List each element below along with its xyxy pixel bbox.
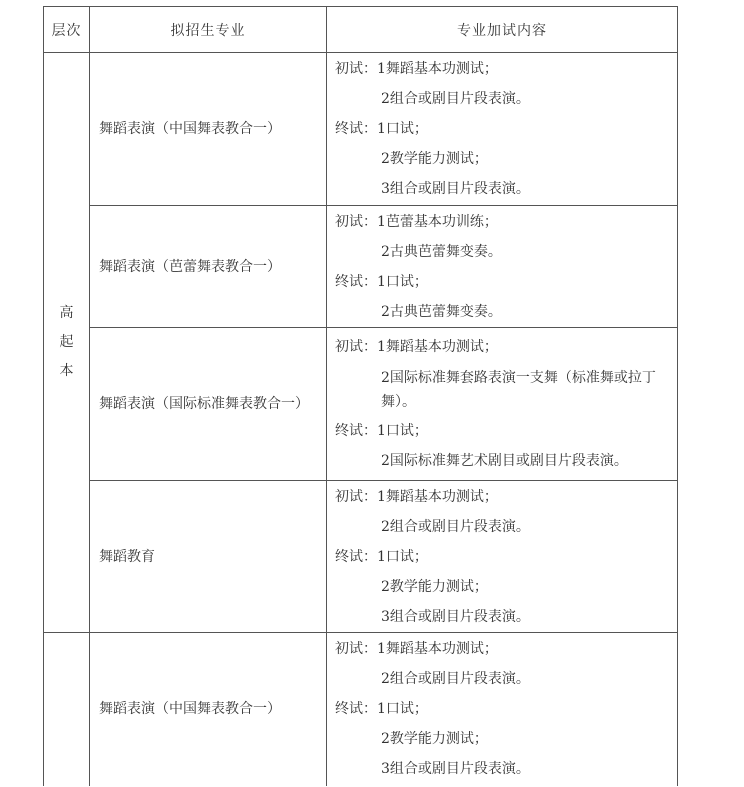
table-body [44,53,678,786]
exam-item: 2教学能力测试； [381,151,488,167]
exam-item: 2教学能力测试； [381,731,488,748]
exam-item: 初试：1舞蹈基本功测试； [335,641,498,658]
exam-item: 初试：1芭蕾基本功训练； [335,213,498,230]
exam-item: 初试：1舞蹈基本功测试； [335,488,498,505]
level-cell [44,53,90,633]
exam-item: 初试：1舞蹈基本功测试； [335,61,498,77]
exam-item: 2古典芭蕾舞变奏。 [381,243,502,260]
table-row [44,481,678,633]
exam-item: 2组合或剧目片段表演。 [381,518,530,535]
header-content: 专业加试内容 [327,7,678,53]
exam-item: 2教学能力测试； [381,578,488,595]
header-row [44,7,678,53]
table-row [44,53,678,206]
major-cell: 舞蹈表演（中国舞表教合一） [90,53,327,206]
exam-content-cell [327,328,678,481]
exam-item: 终试：1口试； [335,701,428,718]
exam-item: 终试：1口试； [335,273,428,290]
level-cell [44,633,90,786]
exam-content-cell [327,206,678,328]
exam-item: 3组合或剧目片段表演。 [381,761,530,778]
exam-item: 初试：1舞蹈基本功测试； [335,339,498,355]
exam-item: 2国际标准舞套路表演一支舞（标准舞或拉丁舞）。 [381,370,656,410]
exam-content-cell [327,633,678,786]
exam-item: 2组合或剧目片段表演。 [381,91,530,107]
exam-item: 2古典芭蕾舞变奏。 [381,303,502,320]
header-level: 层次 [44,7,90,53]
exam-item: 2组合或剧目片段表演。 [381,671,530,688]
exam-item: 终试：1口试； [335,548,428,565]
exam-item: 2国际标准舞艺术剧目或剧目片段表演。 [381,453,628,469]
exam-item: 终试：1口试； [335,121,428,137]
table-row [44,328,678,481]
exam-item: 终试：1口试； [335,423,428,439]
major-cell: 舞蹈教育 [90,481,327,633]
exam-content-cell [327,53,678,206]
exam-item: 3组合或剧目片段表演。 [381,608,530,625]
admission-table [43,6,678,786]
major-cell: 舞蹈表演（国际标准舞表教合一） [90,328,327,481]
major-cell: 舞蹈表演（芭蕾舞表教合一） [90,206,327,328]
major-cell: 舞蹈表演（中国舞表教合一） [90,633,327,786]
level-label: 高起本 [59,305,74,379]
table-row [44,633,678,786]
exam-item: 3组合或剧目片段表演。 [381,181,530,197]
exam-content-cell [327,481,678,633]
table-row [44,206,678,328]
header-major: 拟招生专业 [90,7,327,53]
